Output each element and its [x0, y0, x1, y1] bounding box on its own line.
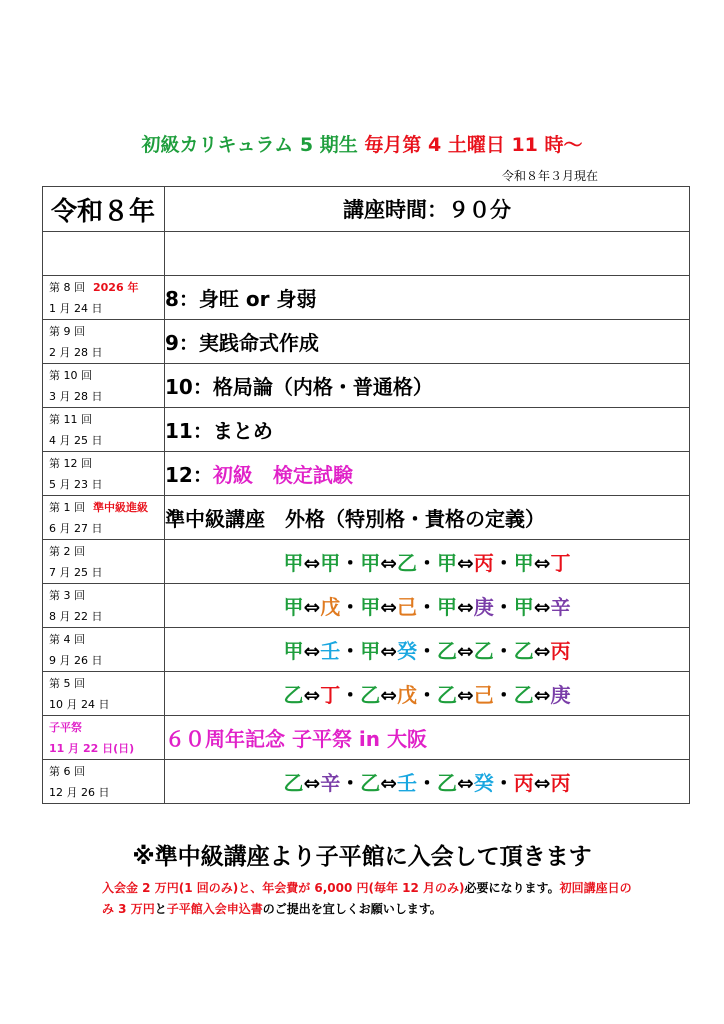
session-date: 1 月 24 日: [49, 301, 103, 315]
session-date: 8 月 22 日: [49, 609, 103, 623]
session-cell: [43, 584, 165, 628]
table-row: [43, 320, 690, 364]
stem-glyph: 甲: [320, 551, 341, 575]
topic-cell: [165, 672, 690, 716]
stem-glyph: 甲: [283, 595, 304, 619]
stem-glyph: 己: [397, 595, 417, 619]
topic-cell: 11：まとめ: [165, 408, 690, 452]
session-label: 第 6 回: [49, 764, 85, 778]
stem-glyph: 乙: [473, 639, 494, 663]
stem-glyph: 乙: [437, 771, 457, 795]
session-label: 第 10 回: [49, 368, 92, 382]
stem-glyph: 壬: [320, 639, 341, 663]
stem-glyph: ・: [340, 639, 361, 663]
session-tag: 2026 年: [93, 280, 139, 294]
session-date: 7 月 25 日: [49, 565, 103, 579]
stem-glyph: ・: [493, 551, 514, 575]
stem-glyph: 庚: [473, 595, 494, 619]
table-row: [43, 408, 690, 452]
stem-glyph: 辛: [550, 595, 571, 619]
session-tag: 準中級進級: [93, 500, 148, 514]
stem-glyph: ・: [340, 595, 361, 619]
stem-glyph: ・: [417, 551, 437, 575]
fee-first-day: 初回講座日のみ 3 万円: [102, 881, 632, 916]
stem-glyph: ⇔: [457, 771, 474, 795]
stem-glyph: ⇔: [533, 595, 551, 619]
session-cell: [43, 716, 165, 760]
as-of-date: 令和８年３月現在: [502, 169, 599, 183]
table-row: [43, 496, 690, 540]
stem-glyph: ・: [417, 771, 437, 795]
membership-notice: ※準中級講座より子平館に入会して頂きます: [132, 844, 592, 870]
year-header: 令和８年: [43, 187, 165, 232]
stem-glyph: ⇔: [303, 551, 321, 575]
table-row: [43, 276, 690, 320]
session-label: 第 11 回: [49, 412, 92, 426]
fee-amounts: 入会金 2 万円(1 回のみ)と、年会費が 6,000 円(毎年 12 月のみ): [102, 881, 465, 895]
session-label: 子平祭: [49, 720, 82, 734]
stem-glyph: 甲: [360, 551, 381, 575]
stem-glyph: ・: [340, 771, 361, 795]
stem-glyph: 戊: [397, 683, 417, 707]
stem-glyph: ⇔: [380, 683, 397, 707]
stem-glyph: 甲: [437, 595, 457, 619]
stem-glyph: 乙: [513, 639, 534, 663]
stem-glyph: 乙: [437, 683, 457, 707]
session-label: 第 2 回: [49, 544, 85, 558]
session-date: 10 月 24 日: [49, 697, 110, 711]
stem-glyph: ⇔: [303, 771, 321, 795]
topic-cell: 準中級講座 外格（特別格・貴格の定義）: [165, 496, 690, 540]
stem-glyph: ⇔: [533, 683, 551, 707]
session-label: 第 3 回: [49, 588, 85, 602]
session-cell: [43, 496, 165, 540]
stem-glyph: ⇔: [380, 639, 397, 663]
fee-request: のご提出を宜しくお願いします。: [262, 902, 442, 916]
session-cell: [43, 320, 165, 364]
stem-glyph: ⇔: [303, 639, 321, 663]
topic-cell: 10：格局論（内格・普通格）: [165, 364, 690, 408]
topic-cell: 8：身旺 or 身弱: [165, 276, 690, 320]
topic-cell: [165, 584, 690, 628]
stem-glyph: ⇔: [303, 683, 321, 707]
stem-glyph: 戊: [320, 595, 341, 619]
stem-glyph: ⇔: [380, 551, 397, 575]
topic-number: 12：: [165, 463, 213, 487]
session-cell: [43, 628, 165, 672]
stem-glyph: ⇔: [533, 771, 551, 795]
fee-and: と: [154, 902, 167, 916]
page-title: [0, 130, 724, 157]
stem-glyph: ⇔: [457, 683, 474, 707]
topic-cell: [165, 452, 690, 496]
title-schedule: 毎月第 4 土曜日 11 時～: [364, 134, 583, 156]
fee-details: [102, 878, 632, 920]
stem-glyph: 乙: [360, 683, 381, 707]
stem-glyph: ・: [417, 683, 437, 707]
stem-glyph: ・: [493, 595, 514, 619]
session-date: 4 月 25 日: [49, 433, 103, 447]
stem-glyph: ⇔: [303, 595, 321, 619]
session-cell: [43, 408, 165, 452]
stem-glyph: 乙: [360, 771, 381, 795]
session-label: 第 1 回: [49, 500, 85, 514]
stem-glyph: 丁: [550, 551, 571, 575]
table-row: [43, 452, 690, 496]
stem-glyph: 丙: [513, 771, 534, 795]
stem-glyph: ⇔: [533, 551, 551, 575]
stem-glyph: 乙: [283, 683, 304, 707]
stem-glyph: 甲: [513, 551, 534, 575]
table-row: [43, 628, 690, 672]
duration-header: 講座時間：９０分: [165, 187, 690, 232]
stem-glyph: 辛: [320, 771, 341, 795]
topic-cell: [165, 628, 690, 672]
stem-glyph: ⇔: [380, 595, 397, 619]
stem-glyph: ・: [493, 771, 514, 795]
table-row: [43, 540, 690, 584]
session-label: 第 9 回: [49, 324, 85, 338]
curriculum-table: [42, 186, 690, 804]
title-course: 初級カリキュラム 5 期生: [141, 134, 358, 156]
session-date: 5 月 23 日: [49, 477, 103, 491]
topic-cell: [165, 760, 690, 804]
stem-glyph: 庚: [550, 683, 571, 707]
stem-glyph: 己: [473, 683, 494, 707]
session-cell: [43, 672, 165, 716]
session-date: 9 月 26 日: [49, 653, 103, 667]
session-label: 第 4 回: [49, 632, 85, 646]
stem-glyph: 丙: [550, 771, 571, 795]
stem-glyph: 乙: [437, 639, 457, 663]
topic-cell: ６０周年記念 子平祭 in 大阪: [165, 716, 690, 760]
stem-glyph: 癸: [397, 639, 417, 663]
stem-glyph: 壬: [397, 771, 417, 795]
stem-glyph: 丙: [473, 551, 494, 575]
topic-cell: 9：実践命式作成: [165, 320, 690, 364]
stem-glyph: 乙: [513, 683, 534, 707]
table-header-row: [43, 187, 690, 232]
session-date: 11 月 22 日(日): [49, 741, 135, 755]
session-cell: [43, 540, 165, 584]
table-row: [43, 364, 690, 408]
session-date: 6 月 27 日: [49, 521, 103, 535]
stem-glyph: 癸: [473, 771, 494, 795]
session-date: 12 月 26 日: [49, 785, 110, 799]
table-row: [43, 716, 690, 760]
stem-glyph: ⇔: [457, 639, 474, 663]
stem-glyph: ・: [493, 683, 514, 707]
session-cell: [43, 276, 165, 320]
stem-glyph: ・: [493, 639, 514, 663]
blank-row: [43, 232, 690, 276]
stem-glyph: 乙: [397, 551, 417, 575]
stem-glyph: ⇔: [457, 551, 474, 575]
session-label: 第 5 回: [49, 676, 85, 690]
table-row: [43, 672, 690, 716]
session-cell: [43, 452, 165, 496]
stem-glyph: 丁: [320, 683, 341, 707]
stem-glyph: ・: [340, 551, 361, 575]
stem-glyph: 丙: [550, 639, 571, 663]
stem-glyph: 甲: [360, 639, 381, 663]
session-label: 第 8 回: [49, 280, 85, 294]
stem-glyph: ⇔: [533, 639, 551, 663]
stem-glyph: ・: [417, 595, 437, 619]
exam-label: 初級 検定試験: [212, 463, 353, 487]
table-row: [43, 760, 690, 804]
stem-glyph: ⇔: [457, 595, 474, 619]
fee-required: 必要になります。: [464, 881, 560, 895]
stem-glyph: 甲: [283, 639, 304, 663]
session-date: 3 月 28 日: [49, 389, 103, 403]
stem-glyph: ・: [417, 639, 437, 663]
stem-glyph: ⇔: [380, 771, 397, 795]
table-row: [43, 584, 690, 628]
stem-glyph: 甲: [437, 551, 457, 575]
stem-glyph: 乙: [283, 771, 304, 795]
stem-glyph: 甲: [513, 595, 534, 619]
stem-glyph: 甲: [283, 551, 304, 575]
session-cell: [43, 760, 165, 804]
fee-application-form: 子平館入会申込書: [166, 902, 263, 916]
topic-cell: [165, 540, 690, 584]
stem-glyph: 甲: [360, 595, 381, 619]
session-date: 2 月 28 日: [49, 345, 103, 359]
session-label: 第 12 回: [49, 456, 92, 470]
stem-glyph: ・: [340, 683, 361, 707]
session-cell: [43, 364, 165, 408]
